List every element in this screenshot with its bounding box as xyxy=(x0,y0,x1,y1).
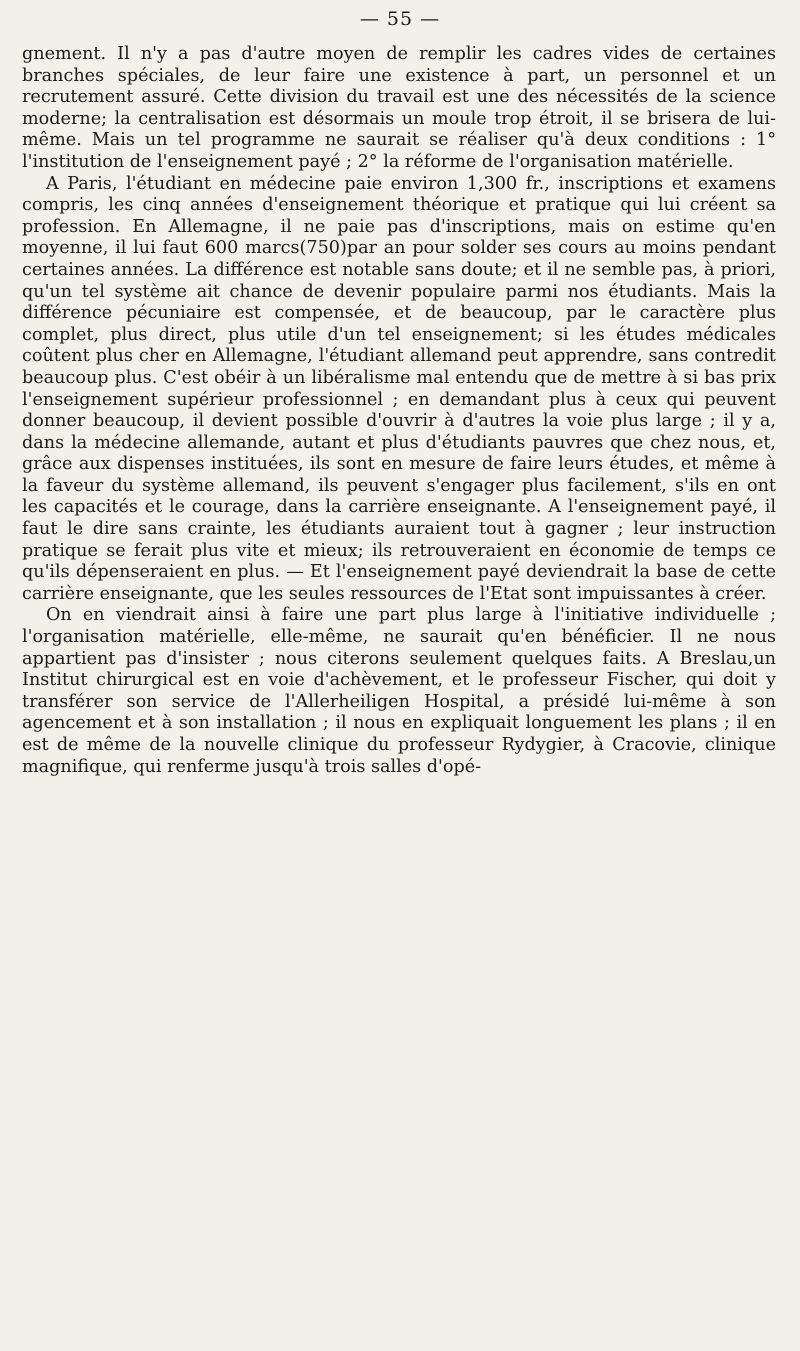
paragraph-2: A Paris, l'étudiant en médecine paie environ 1,300 fr., inscriptions et examens compris, les cinq années d'enseignement théorique et pratique qui lui créent sa profession. En Allemagne, il ne paie pas d'inscriptions, mais on estime qu'en moyenne, il lui faut 600 marcs(750)par an pour solder ses cours au moins pendant certaines années. La différence est notable sans doute; et il ne semble pas, à priori, qu'un tel système ait chance de devenir populaire parmi nos étudiants. Mais la différence pécuniaire est compensée, et de beaucoup, par le caractère plus complet, plus direct, plus utile d'un tel enseignement; si les études médicales coûtent plus cher en Allemagne, l'étudiant allemand peut apprendre, sans contredit beaucoup plus. C'est obéir à un libéralisme mal entendu que de mettre à si bas prix l'enseignement supérieur professionnel ; en demandant plus à ceux qui peuvent donner beaucoup, il devient possible d'ouvrir à d'autres la voie plus large ; il y a, dans la médecine allemande, autant et plus d'étudiants pauvres que chez nous, et, grâce aux dispenses instituées, ils sont en mesure de faire leurs études, et même à la faveur du système allemand, ils peuvent s'engager plus facilement, s'ils en ont les capacités et le courage, dans la carrière enseignante. A l'enseignement payé, il faut le dire sans crainte, les étudiants auraient tout à gagner ; leur instruction pratique se ferait plus vite et mieux; ils retrouveraient en économie de temps ce qu'ils dépenseraient en plus. — Et l'enseignement payé deviendrait la base de cette carrière enseignante, que les seules ressources de l'Etat sont impuissantes à créer. xyxy=(22,173,776,604)
body-text xyxy=(22,44,776,778)
paragraph-3: On en viendrait ainsi à faire une part plus large à l'initiative individuelle ; l'organisation matérielle, elle-même, ne saurait qu'en bénéficier. Il ne nous appartient pas d'insister ; nous citerons seulement quelques faits. A Breslau,un Institut chirurgical est en voie d'achèvement, et le professeur Fischer, qui doit y transférer son service de l'Allerheiligen Hospital, a présidé lui-même à son agencement et à son installation ; il nous en expliquait longuement les plans ; il en est de même de la nouvelle clinique du professeur Rydygier, à Cracovie, clinique magnifique, qui renferme jusqu'à trois salles d'opé- xyxy=(22,605,776,777)
page-number: — 55 — xyxy=(359,8,441,30)
paragraph-1: gnement. Il n'y a pas d'autre moyen de remplir les cadres vides de certaines branches spéciales, de leur faire une existence à part, un personnel et un recrutement assuré. Cette division du travail est une des nécessités de la science moderne; la centralisation est désormais un moule trop étroit, il se brisera de lui-même. Mais un tel programme ne saurait se réaliser qu'à deux conditions : 1° l'institution de l'enseignement payé ; 2° la réforme de l'organisation matérielle. xyxy=(22,44,776,172)
